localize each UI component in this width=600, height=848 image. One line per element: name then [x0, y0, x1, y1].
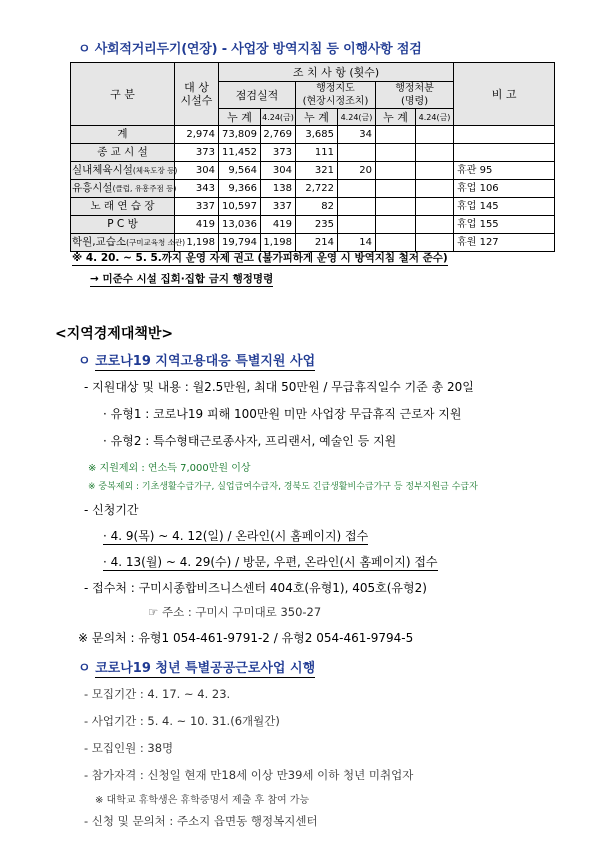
header-remark: 비 고 — [454, 63, 555, 126]
sub1-line-duplicate: ※ 중복제외 : 기초생활수급가구, 실업급여수급자, 경북도 긴급생활비수급가구 등 정부지원금 수급자 — [88, 482, 478, 492]
cell-c3 — [376, 180, 416, 198]
cell-c2: 82 — [296, 198, 338, 216]
table-row — [71, 126, 555, 144]
cell-c2: 3,685 — [296, 126, 338, 144]
header-guidance: 행정지도 (현장시정조치) — [296, 82, 376, 109]
header-date-3: 4.24(금) — [416, 109, 454, 126]
cell-d2: 14 — [338, 234, 376, 252]
cell-c2: 2,722 — [296, 180, 338, 198]
note-order-text: → 미준수 시설 집회·집합 금지 행정명령 — [90, 273, 274, 285]
cell-c1: 10,597 — [219, 198, 261, 216]
sub1-line-period1-text: · 4. 9(목) ~ 4. 12(일) / 온라인(시 홈페이지) 접수 — [103, 529, 369, 543]
sub1-title — [78, 350, 315, 369]
table-row — [71, 198, 555, 216]
row-label-text: 종 교 시 설 — [97, 146, 148, 158]
cell-remark — [454, 126, 555, 144]
cell-c2: 111 — [296, 144, 338, 162]
cell-d2: 20 — [338, 162, 376, 180]
table-row — [71, 180, 555, 198]
table-row — [71, 234, 555, 252]
circle-bullet: ㅇ — [78, 354, 91, 369]
header-cum-1: 누 계 — [219, 109, 261, 126]
row-label-sub: (구미교육청 소관) — [126, 238, 186, 247]
row-label — [71, 180, 175, 198]
sub1-line-contact: ※ 문의처 : 유형1 054-461-9791-2 / 유형2 054-461-9794-5 — [78, 631, 414, 645]
cell-d1: 1,198 — [261, 234, 296, 252]
cell-d1: 373 — [261, 144, 296, 162]
cell-remark — [454, 144, 555, 162]
cell-d2 — [338, 180, 376, 198]
cell-target: 373 — [175, 144, 219, 162]
cell-d2 — [338, 144, 376, 162]
cell-d3 — [416, 144, 454, 162]
note-order — [90, 271, 273, 286]
section2-heading: <지역경제대책반> — [55, 326, 174, 342]
sub2-title-text: 코로나19 청년 특별공공근로사업 시행 — [95, 661, 316, 676]
row-label — [71, 144, 175, 162]
row-label-sub: (체육도장 등) — [132, 166, 178, 175]
cell-c3 — [376, 162, 416, 180]
sub2-title — [78, 657, 315, 676]
header-target: 대 상 시설수 — [175, 63, 219, 126]
cell-target: 1,198 — [175, 234, 219, 252]
table-row — [71, 144, 555, 162]
inspection-table — [70, 62, 555, 252]
note-operation-text: ※ 4. 20. ~ 5. 5.까지 운영 자제 권고 (불가피하게 운영 시 방역지침 철저 준수) — [72, 252, 448, 264]
cell-d3 — [416, 162, 454, 180]
row-label-text: 유흥시설 — [72, 182, 113, 194]
row-label-text: 노 래 연 습 장 — [90, 200, 155, 212]
sub1-line-type1: · 유형1 : 코로나19 피해 100만원 미만 사업장 무급휴직 근로자 지원 — [103, 407, 462, 421]
cell-c2: 214 — [296, 234, 338, 252]
row-label — [71, 234, 186, 252]
cell-target: 304 — [175, 162, 219, 180]
cell-c1: 9,564 — [219, 162, 261, 180]
sub2-line-qualify: - 참가자격 : 신청일 현재 만18세 이상 만39세 이하 청년 미취업자 — [84, 768, 414, 782]
header-cum-3: 누 계 — [376, 109, 416, 126]
row-label-text: 학원,교습소 — [72, 236, 127, 248]
sub1-line-support: - 지원대상 및 내용 : 월2.5만원, 최대 50만원 / 무급휴직일수 기준 총 20일 — [84, 380, 474, 394]
cell-c1: 11,452 — [219, 144, 261, 162]
cell-c1: 13,036 — [219, 216, 261, 234]
header-cum-2: 누 계 — [296, 109, 338, 126]
cell-remark: 휴업 145 — [454, 198, 555, 216]
sub2-line-student: ※ 대학교 휴학생은 휴학증명서 제출 후 참여 가능 — [95, 795, 310, 806]
cell-d1: 304 — [261, 162, 296, 180]
row-label-text: 실내체육시설 — [72, 164, 133, 176]
table-row — [71, 162, 555, 180]
cell-target: 419 — [175, 216, 219, 234]
row-label — [71, 216, 175, 234]
sub1-line-period: - 신청기간 — [84, 503, 139, 517]
cell-d1: 419 — [261, 216, 296, 234]
header-inspect: 점검실적 — [219, 82, 296, 109]
cell-d1: 2,769 — [261, 126, 296, 144]
header-disposition: 행정처분 (명령) — [376, 82, 454, 109]
cell-target: 337 — [175, 198, 219, 216]
cell-target: 343 — [175, 180, 219, 198]
cell-c1: 73,809 — [219, 126, 261, 144]
circle-bullet: ㅇ — [78, 661, 91, 676]
cell-remark: 휴관 95 — [454, 162, 555, 180]
sub2-line-count: - 모집인원 : 38명 — [84, 741, 174, 755]
cell-c1: 9,366 — [219, 180, 261, 198]
row-label — [71, 198, 175, 216]
cell-remark: 휴업 106 — [454, 180, 555, 198]
sub2-line-recruit: - 모집기간 : 4. 17. ~ 4. 23. — [84, 687, 231, 701]
section1-title-text: 사회적거리두기(연장) - 사업장 방역지침 등 이행사항 점검 — [94, 42, 422, 57]
cell-c3 — [376, 126, 416, 144]
cell-target: 2,974 — [175, 126, 219, 144]
sub2-line-period: - 사업기간 : 5. 4. ~ 10. 31.(6개월간) — [84, 714, 280, 728]
note-operation — [72, 250, 448, 265]
cell-d1: 337 — [261, 198, 296, 216]
cell-remark: 휴업 155 — [454, 216, 555, 234]
cell-c1: 19,794 — [219, 234, 261, 252]
row-label-sub: (클럽, 유흥주점 등) — [112, 184, 177, 193]
cell-d2 — [338, 216, 376, 234]
row-label-text: 계 — [117, 128, 128, 140]
sub1-line-period1 — [103, 527, 368, 544]
cell-d2 — [338, 198, 376, 216]
cell-d1: 138 — [261, 180, 296, 198]
table-body — [71, 126, 555, 252]
sub1-line-address: ☞ 주소 : 구미시 구미대로 350-27 — [148, 605, 322, 619]
cell-d3 — [416, 126, 454, 144]
cell-d3 — [416, 216, 454, 234]
header-category: 구 분 — [71, 63, 175, 126]
sub1-line-period2-text: · 4. 13(월) ~ 4. 29(수) / 방문, 우편, 온라인(시 홈페이지) 접수 — [103, 555, 438, 569]
cell-d2: 34 — [338, 126, 376, 144]
cell-c2: 235 — [296, 216, 338, 234]
sub1-line-office: - 접수처 : 구미시종합비즈니스센터 404호(유형1), 405호(유형2) — [84, 581, 427, 595]
header-measures: 조 치 사 항 (횟수) — [219, 63, 454, 82]
cell-d3 — [416, 198, 454, 216]
section1-title — [78, 38, 422, 57]
cell-c2: 321 — [296, 162, 338, 180]
circle-bullet: ㅇ — [78, 42, 91, 57]
cell-d3 — [416, 234, 454, 252]
cell-c3 — [376, 216, 416, 234]
row-label — [71, 126, 175, 144]
sub1-line-period2 — [103, 553, 438, 570]
sub1-title-text: 코로나19 지역고용대응 특별지원 사업 — [95, 354, 316, 369]
header-date-2: 4.24(금) — [338, 109, 376, 126]
row-label-text: P C 방 — [107, 218, 138, 230]
cell-c3 — [376, 198, 416, 216]
row-label — [71, 162, 178, 180]
cell-c3 — [376, 144, 416, 162]
table-row — [71, 216, 555, 234]
cell-c3 — [376, 234, 416, 252]
sub2-line-apply: - 신청 및 문의처 : 주소지 읍면동 행정복지센터 — [84, 814, 318, 828]
cell-d3 — [416, 180, 454, 198]
header-date-1: 4.24(금) — [261, 109, 296, 126]
sub1-line-type2: · 유형2 : 특수형태근로종사자, 프리랜서, 예술인 등 지원 — [103, 434, 397, 448]
sub1-line-exclusion: ※ 지원제외 : 연소득 7,000만원 이상 — [88, 463, 251, 474]
cell-remark: 휴원 127 — [454, 234, 555, 252]
